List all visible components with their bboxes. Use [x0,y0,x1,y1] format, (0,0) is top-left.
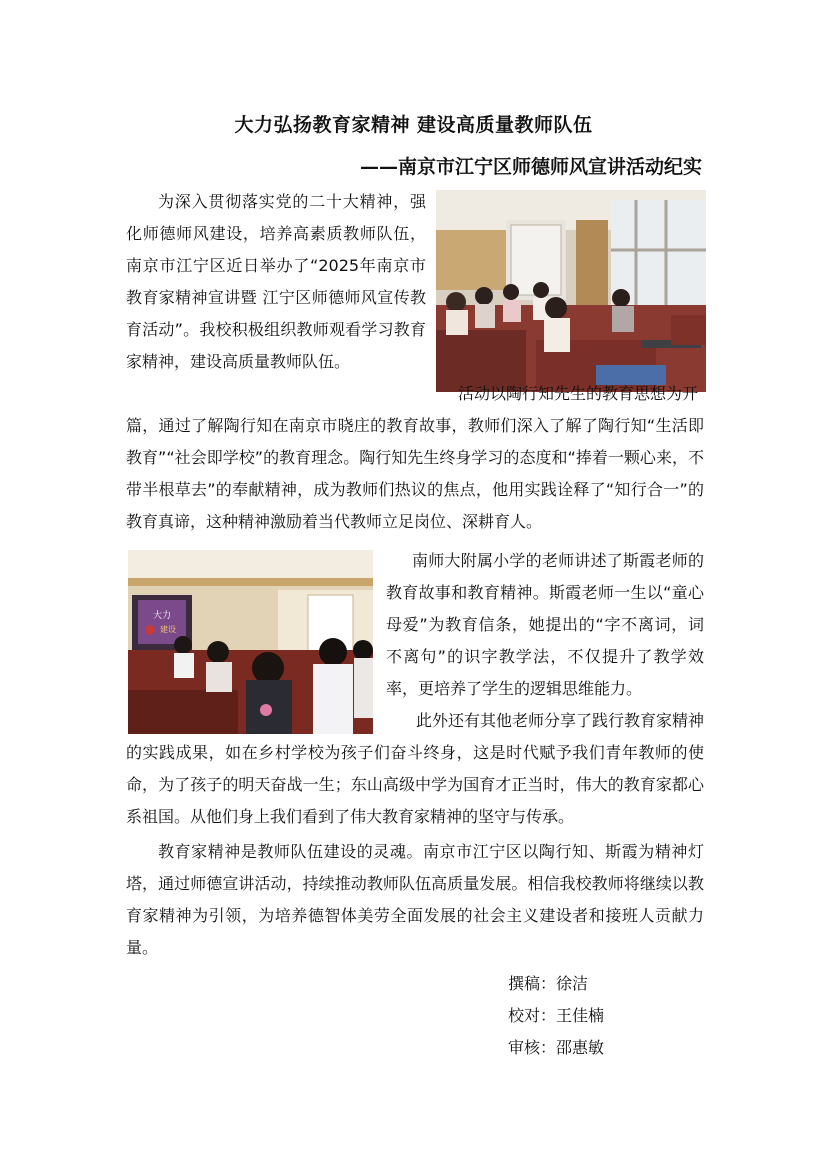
screen-text-2: 建设 [160,625,176,634]
credit-reviewer: 审核：邵惠敏 [508,1038,605,1057]
paragraph-practice: 此外还有其他老师分享了践行教育家精神的实践成果，如在乡村学校为孩子们奋斗终身，这是时代赋予我们青年教师的使命，为了孩子的明天奋战一生；东山高级中学为国育才正当时，伟大的教育家都心系祖国。从他们身上我们看到了伟大教育家精神的坚守与传承。 [126,711,705,826]
paragraph-intro: 为深入贯彻落实党的二十大精神，强化师德师风建设，培养高素质教师队伍，南京市江宁区近日举办了“2025年南京市教育家精神宣讲暨 江宁区师德师风宣传教育活动”。我校积极组织教师观看学习教育家精神，建设高质量教师队伍。 [126,192,426,371]
screen-text-1: 大力 [152,611,172,621]
photo-classroom-meeting-illustration [436,190,706,392]
paragraph-si-xia: 南师大附属小学的老师讲述了斯霞老师的教育故事和教育精神。斯霞老师一生以“童心母爱”为教育信条，她提出的“字不离词，词不离句”的识字教学法，不仅提升了教学效率，更培养了学生的逻辑思维能力。 [386,551,704,698]
paragraph-tao-xingzhi-lead: 活动以陶行知先生的教育思想为开 [458,384,699,403]
credit-proofreader: 校对：王佳楠 [508,1006,605,1025]
credits-block [508,968,604,1064]
photo-classroom-meeting [436,190,706,392]
article-subtitle: ——南京市江宁区师德师风宣讲活动纪实 [359,156,702,178]
paragraph-conclusion: 教育家精神是教师队伍建设的灵魂。南京市江宁区以陶行知、斯霞为精神灯塔，通过师德宣讲活动，持续推动教师队伍高质量发展。相信我校教师将继续以教育家精神为引领，为培养德智体美劳全面发展的社会主义建设者和接班人贡献力量。 [126,842,704,957]
credit-writer: 撰稿：徐洁 [508,974,589,993]
paragraph-tao-xingzhi-body: 篇，通过了解陶行知在南京市晓庄的教育故事，教师们深入了解了陶行知“生活即教育”“社会即学校”的教育理念。陶行知先生终身学习的态度和“捧着一颗心来，不带半根草去”的奉献精神，成为教师们热议的焦点，他用实践诠释了“知行合一”的教育真谛，这种精神激励着当代教师立足岗位、深耕育人。 [126,416,704,531]
paragraph-tao-xingzhi [126,378,704,538]
article-title: 大力弘扬教育家精神 建设高质量教师队伍 [234,114,593,136]
